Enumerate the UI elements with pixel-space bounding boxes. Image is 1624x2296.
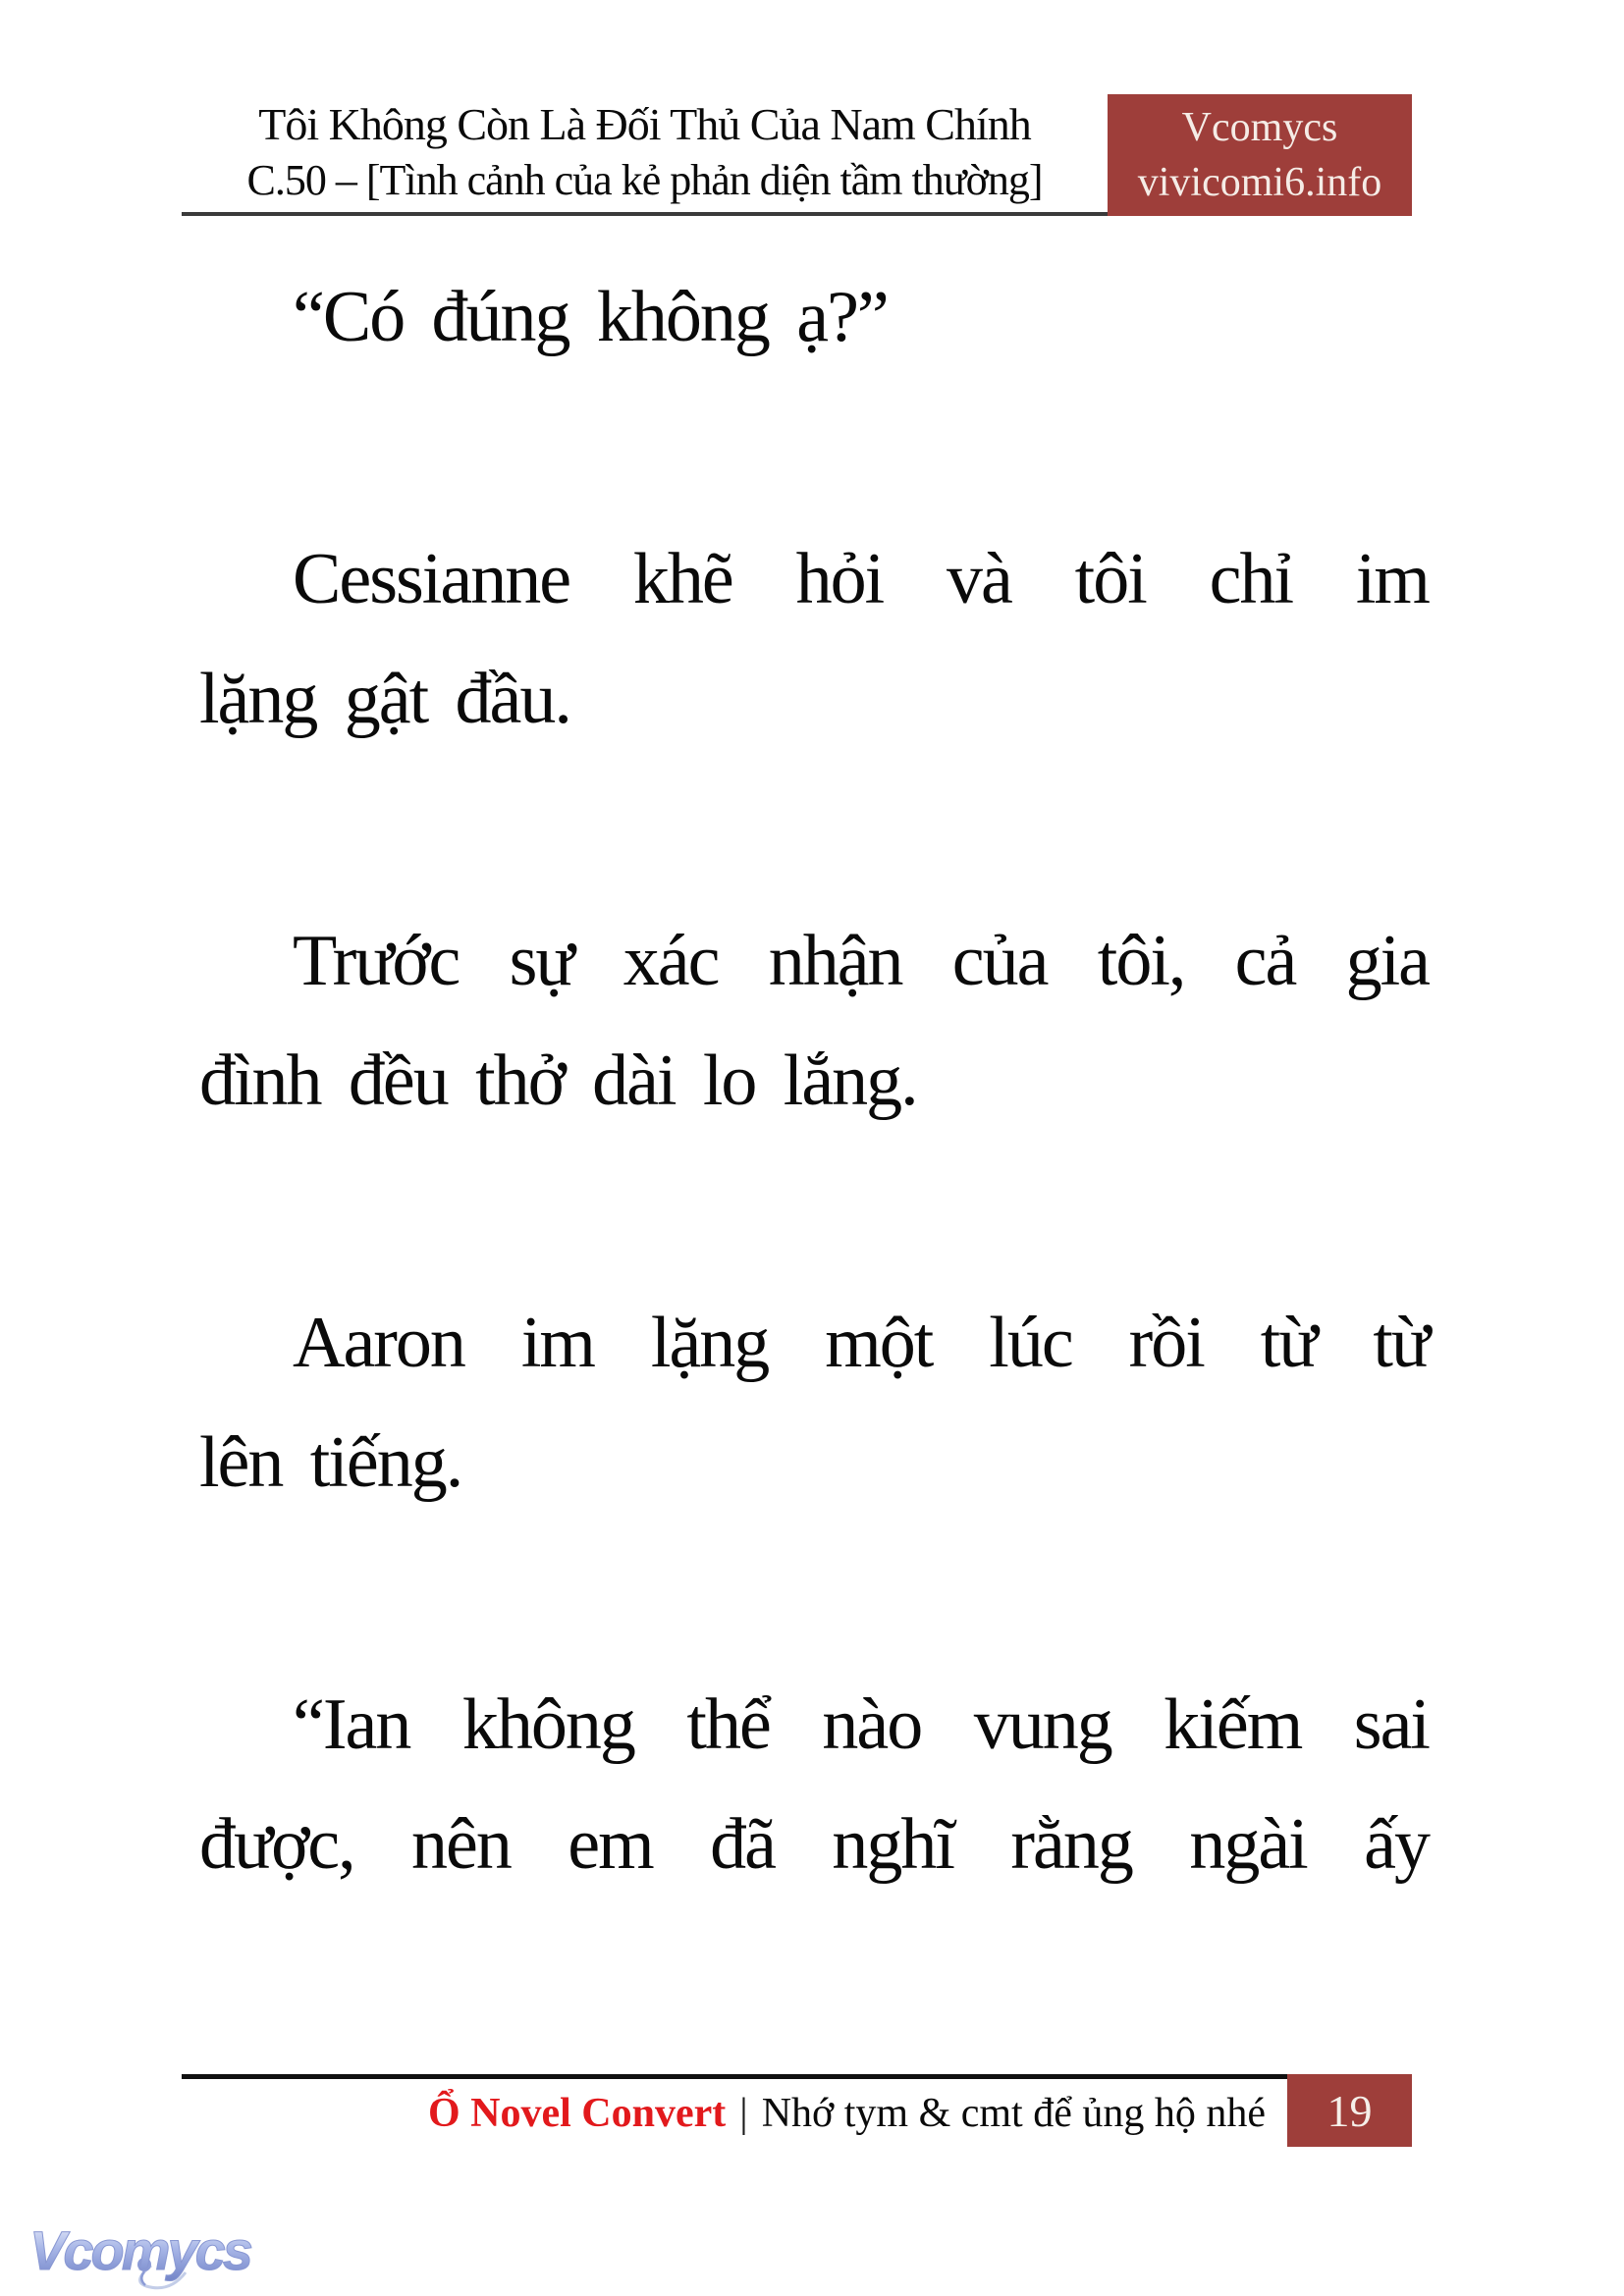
paragraph <box>199 1665 1429 1904</box>
text-line: Trước sự xác nhận của tôi, cả gia <box>293 921 1429 1001</box>
text-line: “Ian không thể nào vung kiếm sai <box>293 1684 1429 1765</box>
paragraph <box>199 257 1429 377</box>
page-number: 19 <box>1326 2085 1373 2136</box>
text-line: lặng gật đầu. <box>199 659 570 739</box>
site-badge <box>1108 94 1412 216</box>
paragraph <box>199 901 1429 1141</box>
text-line: Cessianne khẽ hỏi và tôi chỉ im <box>293 539 1429 619</box>
page-number-badge <box>1287 2074 1412 2147</box>
site-badge-url: vivicomi6.info <box>1137 160 1382 205</box>
header-text-block <box>182 96 1108 216</box>
paragraph <box>199 519 1429 759</box>
text-line: lên tiếng. <box>199 1422 462 1503</box>
text-line: “Có đúng không ạ?” <box>293 277 888 357</box>
page-header <box>182 94 1412 216</box>
page-footer <box>182 2074 1412 2147</box>
vcomycs-logo-icon <box>26 2209 253 2295</box>
site-badge-name: Vcomycs <box>1181 105 1338 150</box>
page-content <box>199 257 1429 2047</box>
watermark-logo <box>26 2209 253 2296</box>
text-line: được, nên em đã nghĩ rằng ngài ấy <box>199 1804 1429 1885</box>
watermark-text: Vcomycs <box>29 2219 250 2281</box>
footer-brand: Ổ Novel Convert <box>427 2090 727 2136</box>
footer-separator: | <box>739 2090 748 2136</box>
text-line: Aaron im lặng một lúc rồi từ từ <box>293 1303 1429 1383</box>
footer-text-block <box>182 2074 1287 2147</box>
paragraph <box>199 1283 1429 1522</box>
text-line: đình đều thở dài lo lắng. <box>199 1041 917 1121</box>
series-title: Tôi Không Còn Là Đối Thủ Của Nam Chính <box>258 99 1031 149</box>
footer-note: Nhớ tym & cmt để ủng hộ nhé <box>761 2090 1266 2136</box>
chapter-title: C.50 – [Tình cảnh của kẻ phản diện tầm thường] <box>246 156 1043 204</box>
